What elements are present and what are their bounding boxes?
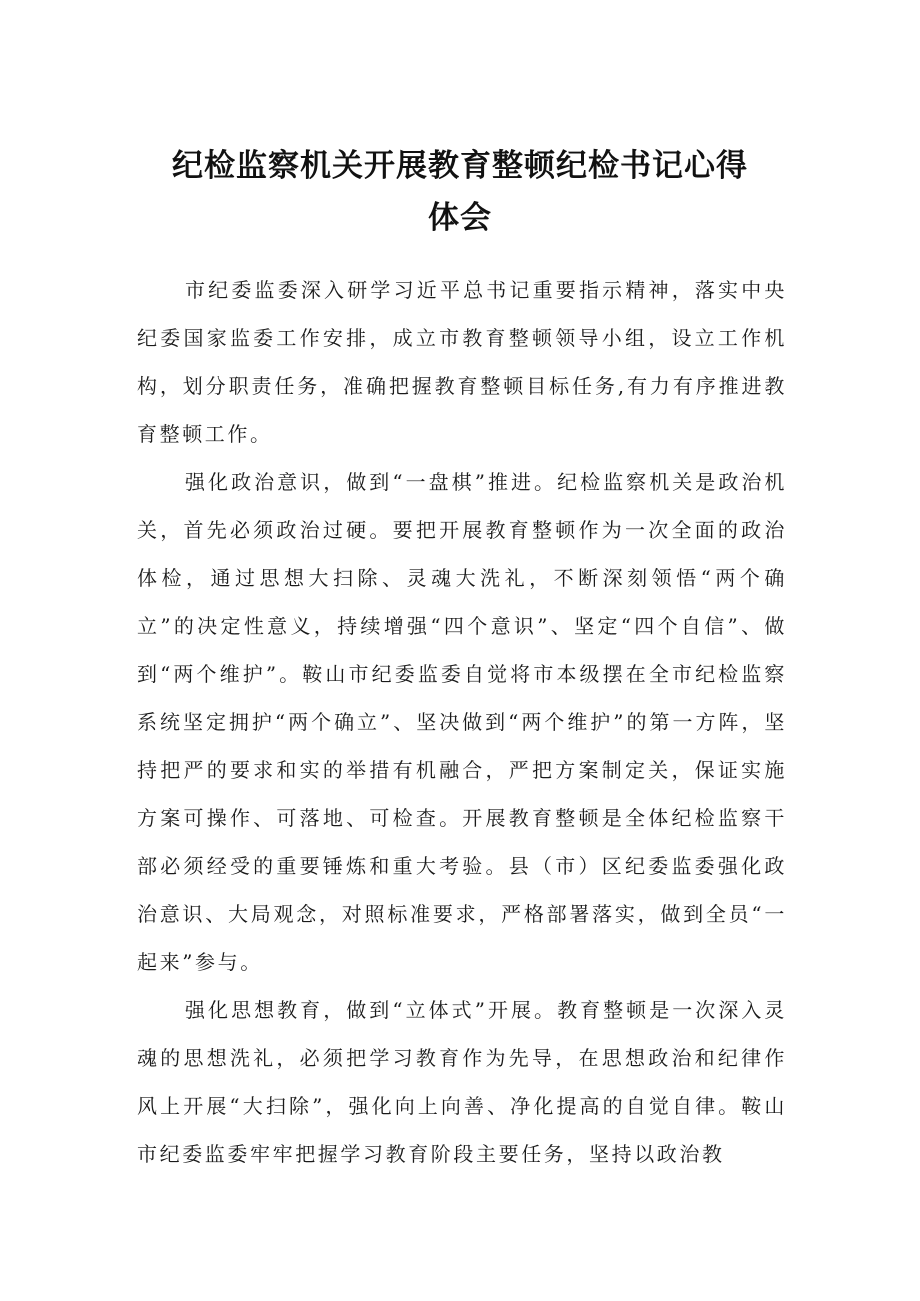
document-title bbox=[120, 140, 800, 244]
title-line-2: 体会 bbox=[428, 200, 492, 236]
title-line-1: 纪检监察机关开展教育整顿纪检书记心得 bbox=[172, 148, 748, 184]
document-body bbox=[137, 266, 787, 1178]
paragraph-intro: 市纪委监委深入研学习近平总书记重要指示精神，落实中央纪委国家监委工作安排，成立市教育整顿领导小组，设立工作机构，划分职责任务，准确把握教育整顿目标任务,有力有序推进教育整顿工作。 bbox=[137, 278, 787, 446]
paragraph-political-awareness: 强化政治意识，做到“一盘棋”推进。纪检监察机关是政治机关，首先必须政治过硬。要把开展教育整顿作为一次全面的政治体检，通过思想大扫除、灵魂大洗礼，不断深刻领悟“两个确立”的决定性意义，持续增强“四个意识”、坚定“四个自信”、做到“两个维护”。鞍山市纪委监委自觉将市本级摆在全市纪检监察系统坚定拥护“两个确立”、坚决做到“两个维护”的第一方阵，坚持把严的要求和实的举措有机融合，严把方案制定关，保证实施方案可操作、可落地、可检查。开展教育整顿是全体纪检监察干部必须经受的重要锤炼和重大考验。县（市）区纪委监委强化政治意识、大局观念，对照标准要求，严格部署落实，做到全员“一起来”参与。 bbox=[137, 470, 787, 974]
paragraph-ideological-education: 强化思想教育，做到“立体式”开展。教育整顿是一次深入灵魂的思想洗礼，必须把学习教育作为先导，在思想政治和纪律作风上开展“大扫除”，强化向上向善、净化提高的自觉自律。鞍山市纪委监委牢牢把握学习教育阶段主要任务，坚持以政治教 bbox=[137, 998, 787, 1166]
